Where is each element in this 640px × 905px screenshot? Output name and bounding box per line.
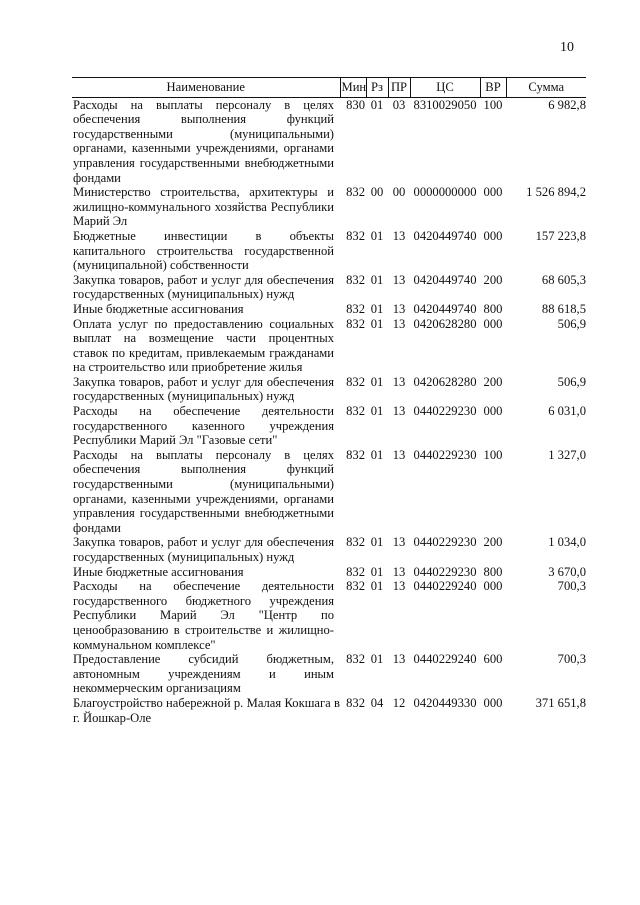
cell-rz: 01 (370, 579, 384, 594)
cell-min: 832 (346, 301, 365, 316)
cell-name: Расходы на обеспечение деятельности государственного казенного учреждения Республики Марий Эл "Газовые сети" (73, 404, 334, 448)
cell-min: 832 (346, 447, 365, 462)
cell-rz: 01 (370, 316, 384, 331)
header-sum: Сумма (506, 78, 586, 98)
cell-vr: 800 (483, 301, 503, 316)
cell-vr: 100 (483, 447, 503, 462)
table-row (72, 375, 586, 404)
cell-rz: 04 (370, 695, 384, 710)
cell-min: 832 (346, 404, 365, 419)
cell-pr: 13 (392, 316, 406, 331)
cell-vr: 200 (483, 535, 503, 550)
cell-vr: 000 (483, 404, 503, 419)
cell-sum: 6 031,0 (548, 404, 586, 419)
cell-min: 832 (346, 579, 365, 594)
header-vr: ВР (480, 78, 506, 98)
cell-name: Иные бюджетные ассигнования (73, 564, 244, 579)
cell-vr: 100 (483, 97, 503, 112)
cell-min: 832 (346, 185, 365, 200)
cell-sum: 1 327,0 (548, 447, 586, 462)
cell-sum: 700,3 (557, 652, 586, 667)
cell-cs: 0440229230 (413, 564, 477, 579)
cell-rz: 01 (370, 447, 384, 462)
cell-pr: 13 (392, 272, 406, 287)
table-row (72, 535, 586, 564)
table-header-row (72, 78, 586, 98)
cell-name: Закупка товаров, работ и услуг для обеспечения государственных (муниципальных) нужд (73, 374, 334, 404)
header-pr: ПР (388, 78, 410, 98)
header-name: Наименование (72, 78, 340, 98)
cell-sum: 506,9 (557, 316, 586, 331)
cell-name: Министерство строительства, архитектуры и жилищно-коммунального хозяйства Республики Марий Эл (73, 185, 334, 229)
cell-sum: 1 526 894,2 (526, 185, 586, 200)
cell-name: Закупка товаров, работ и услуг для обеспечения государственных (муниципальных) нужд (73, 272, 334, 302)
cell-pr: 13 (392, 564, 406, 579)
cell-rz: 01 (370, 652, 384, 667)
cell-pr: 00 (392, 185, 406, 200)
cell-vr: 000 (483, 316, 503, 331)
cell-min: 832 (346, 374, 365, 389)
cell-vr: 000 (483, 228, 503, 243)
cell-min: 832 (346, 535, 365, 550)
cell-cs: 0440229240 (413, 652, 477, 667)
budget-table (72, 77, 586, 725)
cell-pr: 12 (392, 695, 406, 710)
cell-min: 832 (346, 564, 365, 579)
cell-name: Закупка товаров, работ и услуг для обеспечения государственных (муниципальных) нужд (73, 535, 334, 564)
cell-pr: 13 (392, 228, 406, 243)
cell-min: 832 (346, 316, 365, 331)
cell-min: 830 (346, 97, 365, 112)
cell-min: 832 (346, 272, 365, 287)
cell-vr: 800 (483, 564, 503, 579)
table-row (72, 97, 586, 185)
page-number: 10 (560, 40, 574, 55)
header-cs: ЦС (410, 78, 480, 98)
cell-cs: 0420449740 (413, 301, 477, 316)
cell-cs: 0420628280 (413, 374, 477, 389)
table-row (72, 229, 586, 273)
cell-min: 832 (346, 652, 365, 667)
table-row (72, 448, 586, 536)
cell-name: Расходы на обеспечение деятельности государственного бюджетного учреждения Республики Марий Эл "Центр по ценообразованию в строительстве и жилищно-коммунальном комплексе" (73, 579, 334, 652)
header-rz: Рз (366, 78, 388, 98)
cell-name: Расходы на выплаты персоналу в целях обеспечения выполнения функций государственными (муниципальными) органами, казенными учреждениями, органами управления государственными внебюджетными фондами (73, 97, 334, 185)
table-row (72, 302, 586, 317)
cell-vr: 200 (483, 374, 503, 389)
cell-sum: 371 651,8 (535, 695, 586, 710)
cell-cs: 0440229230 (413, 404, 477, 419)
cell-vr: 000 (483, 695, 503, 710)
cell-pr: 13 (392, 579, 406, 594)
cell-sum: 6 982,8 (548, 97, 586, 112)
cell-cs: 0420449330 (413, 695, 477, 710)
cell-cs: 0440229230 (413, 535, 477, 550)
cell-vr: 000 (483, 579, 503, 594)
cell-rz: 01 (370, 97, 384, 112)
cell-rz: 01 (370, 535, 384, 550)
cell-sum: 700,3 (557, 579, 586, 594)
cell-vr: 600 (483, 652, 503, 667)
cell-rz: 01 (370, 228, 384, 243)
cell-rz: 01 (370, 374, 384, 389)
cell-vr: 000 (483, 185, 503, 200)
cell-min: 832 (346, 695, 365, 710)
cell-pr: 13 (392, 535, 406, 550)
cell-cs: 0420449740 (413, 272, 477, 287)
cell-cs: 0420628280 (413, 316, 477, 331)
table-row (72, 565, 586, 580)
cell-cs: 0000000000 (413, 185, 477, 200)
cell-name: Благоустройство набережной р. Малая Кокшага в г. Йошкар-Оле (73, 695, 340, 725)
table-row (72, 696, 586, 725)
cell-name: Иные бюджетные ассигнования (73, 301, 244, 316)
table-row (72, 652, 586, 696)
cell-pr: 13 (392, 652, 406, 667)
table-row (72, 579, 586, 652)
table-row (72, 317, 586, 375)
table-row (72, 404, 586, 448)
cell-cs: 0420449740 (413, 228, 477, 243)
cell-pr: 03 (392, 97, 406, 112)
table-row (72, 273, 586, 302)
cell-min: 832 (346, 228, 365, 243)
cell-sum: 157 223,8 (535, 228, 586, 243)
cell-pr: 13 (392, 301, 406, 316)
cell-sum: 88 618,5 (541, 301, 586, 316)
cell-rz: 01 (370, 564, 384, 579)
cell-cs: 0440229230 (413, 447, 477, 462)
cell-name: Бюджетные инвестиции в объекты капитального строительства государственной (муниципальной) собственности (73, 228, 334, 273)
cell-sum: 506,9 (557, 374, 586, 389)
cell-rz: 00 (370, 185, 384, 200)
cell-vr: 200 (483, 272, 503, 287)
table-row (72, 185, 586, 229)
cell-sum: 68 605,3 (541, 272, 586, 287)
cell-name: Расходы на выплаты персоналу в целях обеспечения выполнения функций государственными (муниципальными) органами, казенными учреждениями, органами управления государственными внебюджетными фондами (73, 447, 334, 535)
header-min: Мин (340, 78, 366, 98)
cell-pr: 13 (392, 447, 406, 462)
cell-cs: 8310029050 (413, 97, 477, 112)
cell-pr: 13 (392, 404, 406, 419)
cell-rz: 01 (370, 301, 384, 316)
cell-pr: 13 (392, 374, 406, 389)
cell-name: Предоставление субсидий бюджетным, автономным учреждениям и иным некоммерческим организациям (73, 652, 334, 696)
cell-sum: 1 034,0 (548, 535, 586, 550)
cell-rz: 01 (370, 404, 384, 419)
cell-cs: 0440229240 (413, 579, 477, 594)
cell-name: Оплата услуг по предоставлению социальных выплат на возмещение части процентных ставок по кредитам, привлекаемым гражданами на строительство или приобретение жилья (73, 316, 334, 375)
cell-rz: 01 (370, 272, 384, 287)
cell-sum: 3 670,0 (548, 564, 586, 579)
